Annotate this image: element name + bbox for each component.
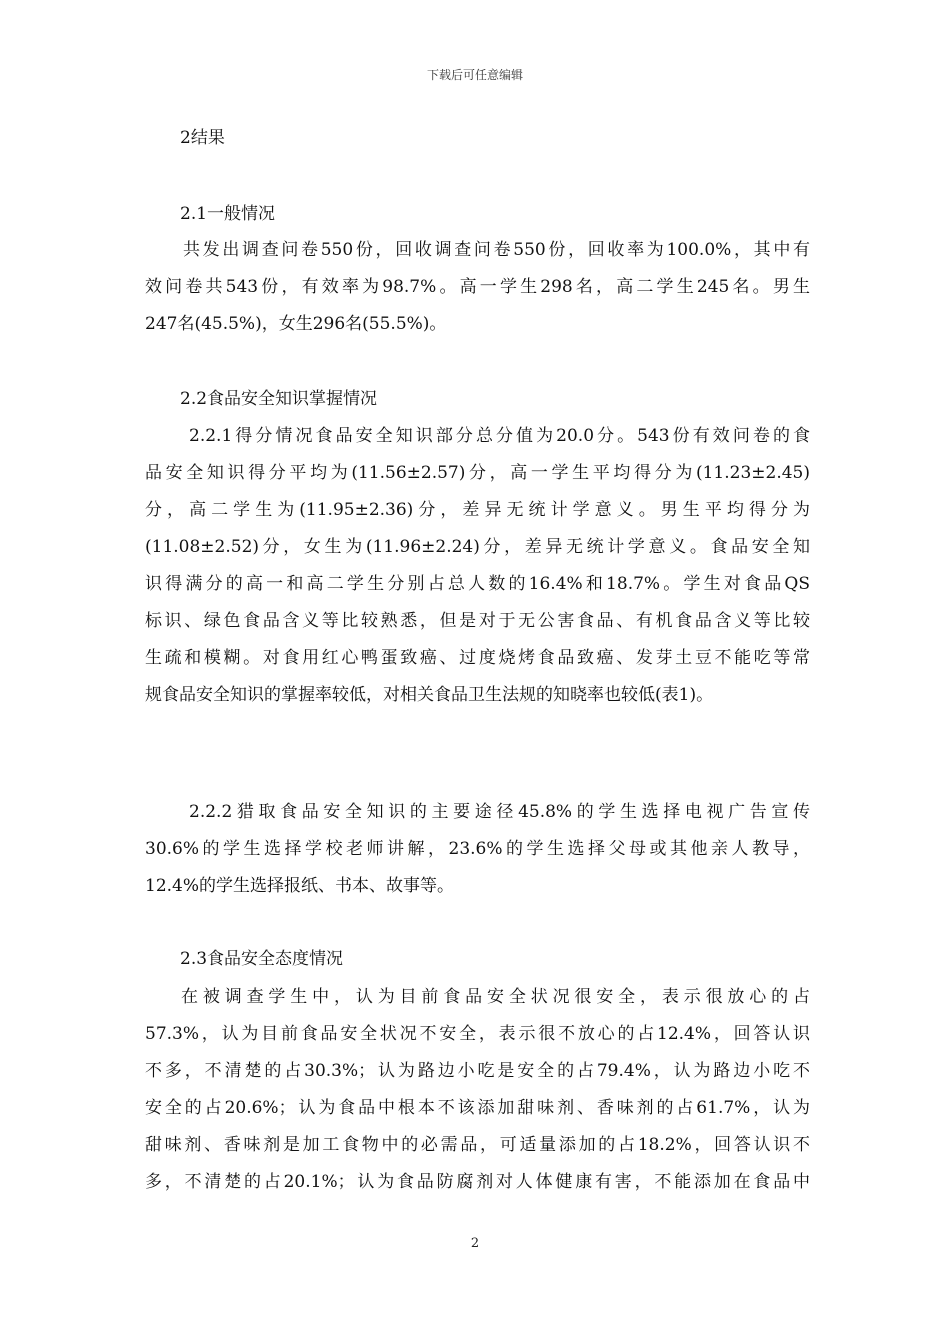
paragraph-line: 2.2.2猎取食品安全知识的主要途径45.8%的学生选择电视广告宣传 <box>189 802 810 822</box>
paragraph-line: 多，不清楚的占20.1%；认为食品防腐剂对人体健康有害，不能添加在食品中 <box>145 1172 810 1192</box>
paragraph-line: 标识、绿色食品含义等比较熟悉，但是对于无公害食品、有机食品含义等比较 <box>145 611 810 631</box>
paragraph-line: 生疏和模糊。对食用红心鸭蛋致癌、过度烧烤食品致癌、发芽土豆不能吃等常 <box>145 648 810 668</box>
section-title-general: 2.1一般情况 <box>180 204 276 224</box>
paragraph-line: 在被调查学生中，认为目前食品安全状况很安全，表示很放心的占 <box>181 987 810 1007</box>
paragraph-line: 品安全知识得分平均为(11.56±2.57)分，高一学生平均得分为(11.23±2.45) <box>145 463 810 483</box>
paragraph-line: 30.6%的学生选择学校老师讲解，23.6%的学生选择父母或其他亲人教导， <box>145 839 810 859</box>
page-header: 下载后可任意编辑 <box>426 68 523 82</box>
paragraph-line: 247名(45.5%)，女生296名(55.5%)。 <box>145 314 447 334</box>
paragraph-line: 安全的占20.6%；认为食品中根本不该添加甜味剂、香味剂的占61.7%，认为 <box>145 1098 810 1118</box>
paragraph-line: 规食品安全知识的掌握率较低，对相关食品卫生法规的知晓率也较低(表1)。 <box>145 685 714 705</box>
section-title-knowledge: 2.2食品安全知识掌握情况 <box>180 389 378 409</box>
paragraph-line: 2.2.1得分情况食品安全知识部分总分值为20.0分。543份有效问卷的食 <box>189 426 810 446</box>
section-title-attitude: 2.3食品安全态度情况 <box>180 949 344 969</box>
knowledge-scores-paragraph <box>145 418 810 714</box>
paragraph-line: (11.08±2.52)分，女生为(11.96±2.24)分，差异无统计学意义。食品安全知 <box>145 537 810 557</box>
paragraph-line: 57.3%，认为目前食品安全状况不安全，表示很不放心的占12.4%，回答认识 <box>145 1024 810 1044</box>
paragraph-line: 效问卷共543份，有效率为98.7%。高一学生298名，高二学生245名。男生 <box>145 277 810 297</box>
section-title-results: 2结果 <box>180 128 225 148</box>
paragraph-line: 共发出调查问卷550份，回收调查问卷550份，回收率为100.0%，其中有 <box>183 240 810 260</box>
paragraph-line: 不多，不清楚的占30.3%；认为路边小吃是安全的占79.4%，认为路边小吃不 <box>145 1061 810 1081</box>
general-paragraph <box>145 232 810 343</box>
paragraph-line: 分，高二学生为(11.95±2.36)分，差异无统计学意义。男生平均得分为 <box>145 500 810 520</box>
paragraph-line: 甜味剂、香味剂是加工食物中的必需品，可适量添加的占18.2%，回答认识不 <box>145 1135 810 1155</box>
knowledge-channels-paragraph <box>145 794 810 905</box>
paragraph-line: 识得满分的高一和高二学生分别占总人数的16.4%和18.7%。学生对食品QS <box>145 574 810 594</box>
attitude-paragraph <box>145 979 810 1201</box>
page-number: 2 <box>470 1236 480 1251</box>
paragraph-line: 12.4%的学生选择报纸、书本、故事等。 <box>145 876 455 896</box>
